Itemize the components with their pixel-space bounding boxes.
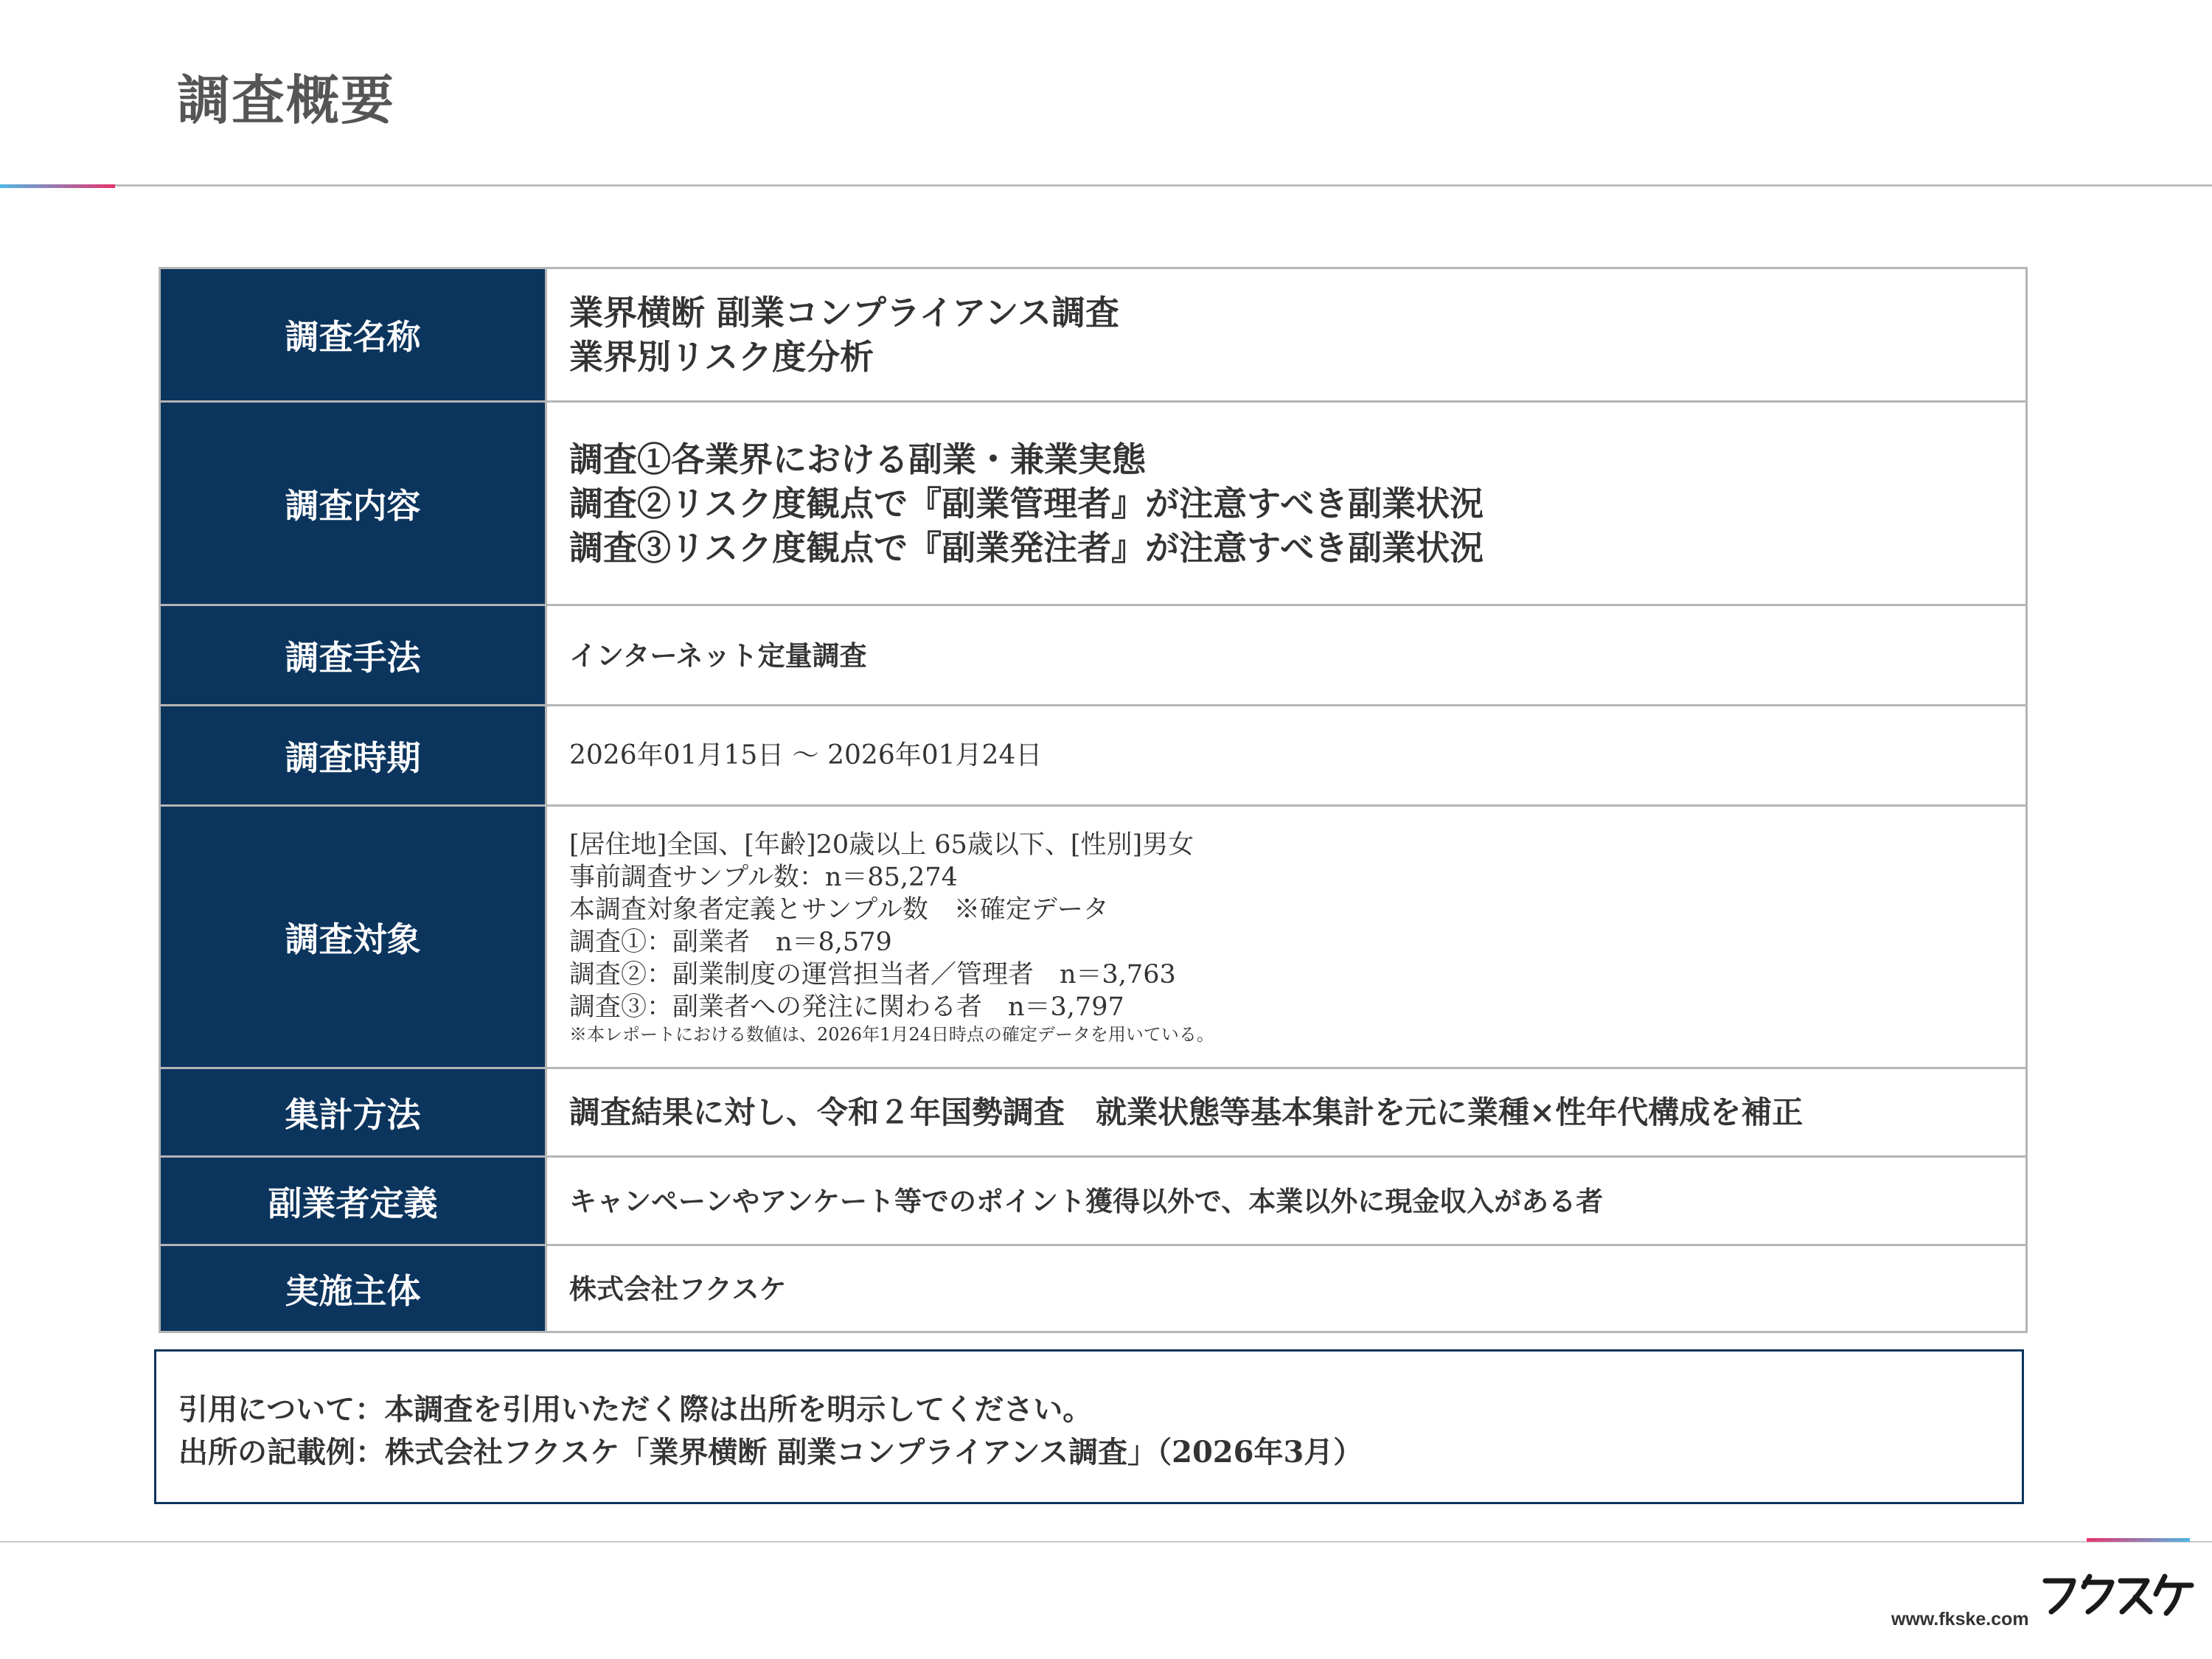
- footer-accent-bar: [2087, 1538, 2190, 1542]
- survey-content-line: 調査③リスク度観点で『副業発注者』が注意すべき副業状況: [569, 527, 1484, 568]
- company-logo: [2041, 1572, 2196, 1616]
- table-row-survey-name: [160, 268, 2027, 402]
- survey-target-line: 事前調査サンプル数：n＝85,274: [569, 862, 958, 892]
- table-row-organizer: [160, 1245, 2027, 1332]
- page-title: 調査概要: [177, 69, 396, 131]
- table-row-side-job-definition: [160, 1157, 2027, 1245]
- row-label-survey-content: 調査内容: [160, 402, 546, 605]
- row-value-survey-name: [546, 268, 2027, 402]
- footer-divider: [0, 1541, 2212, 1543]
- table-row-survey-content: [160, 402, 2027, 605]
- row-label-survey-period: 調査時期: [160, 706, 546, 806]
- row-label-survey-target: 調査対象: [160, 806, 546, 1068]
- table-row-survey-target: [160, 806, 2027, 1068]
- row-value-side-job-definition: キャンペーンやアンケート等でのポイント獲得以外で、本業以外に現金収入がある者: [546, 1157, 2027, 1245]
- table-row-survey-method: [160, 605, 2027, 706]
- survey-overview-table: [159, 267, 2028, 1333]
- row-value-survey-target: [546, 806, 2027, 1068]
- citation-line-example: 出所の記載例：株式会社フクスケ「業界横断 副業コンプライアンス調査」（2026年3月）: [178, 1435, 1363, 1470]
- survey-target-line: 調査②：副業制度の運営担当者／管理者 n＝3,763: [569, 959, 1176, 990]
- citation-line-usage: 引用について：本調査を引用いただく際は出所を明示してください。: [178, 1392, 1093, 1427]
- survey-target-note: ※本レポートにおける数値は、2026年1月24日時点の確定データを用いている。: [569, 1023, 1214, 1045]
- citation-box: [154, 1349, 2024, 1504]
- table-row-survey-period: [160, 706, 2027, 806]
- row-label-survey-method: 調査手法: [160, 605, 546, 706]
- row-label-organizer: 実施主体: [160, 1245, 546, 1332]
- survey-target-line: 本調査対象者定義とサンプル数 ※確定データ: [569, 894, 1109, 925]
- row-label-side-job-definition: 副業者定義: [160, 1157, 546, 1245]
- survey-content-line: 調査①各業界における副業・兼業実態: [569, 439, 1146, 479]
- survey-target-line: 調査①：副業者 n＝8,579: [569, 927, 892, 957]
- survey-target-line: [居住地]全国、[年齢]20歳以上 65歳以下、[性別]男女: [569, 830, 1194, 860]
- row-label-aggregation-method: 集計方法: [160, 1068, 546, 1157]
- row-value-survey-method: インターネット定量調査: [546, 605, 2027, 706]
- survey-target-line: 調査③：副業者への発注に関わる者 n＝3,797: [569, 992, 1124, 1022]
- row-value-aggregation-method: 調査結果に対し、令和２年国勢調査 就業状態等基本集計を元に業種×性年代構成を補正: [546, 1068, 2027, 1157]
- company-url: www.fkske.com: [1891, 1609, 2029, 1630]
- survey-name-line: 業界横断 副業コンプライアンス調査: [569, 293, 1120, 333]
- row-value-survey-period: 2026年01月15日 ～ 2026年01月24日: [546, 706, 2027, 806]
- row-value-survey-content: [546, 402, 2027, 605]
- survey-name-line: 業界別リスク度分析: [569, 337, 874, 377]
- header-accent-bar: [0, 184, 115, 188]
- row-label-survey-name: 調査名称: [160, 268, 546, 402]
- survey-content-line: 調査②リスク度観点で『副業管理者』が注意すべき副業状況: [569, 483, 1484, 524]
- header-divider: [0, 184, 2212, 187]
- table-row-aggregation-method: [160, 1068, 2027, 1157]
- row-value-organizer: 株式会社フクスケ: [546, 1245, 2027, 1332]
